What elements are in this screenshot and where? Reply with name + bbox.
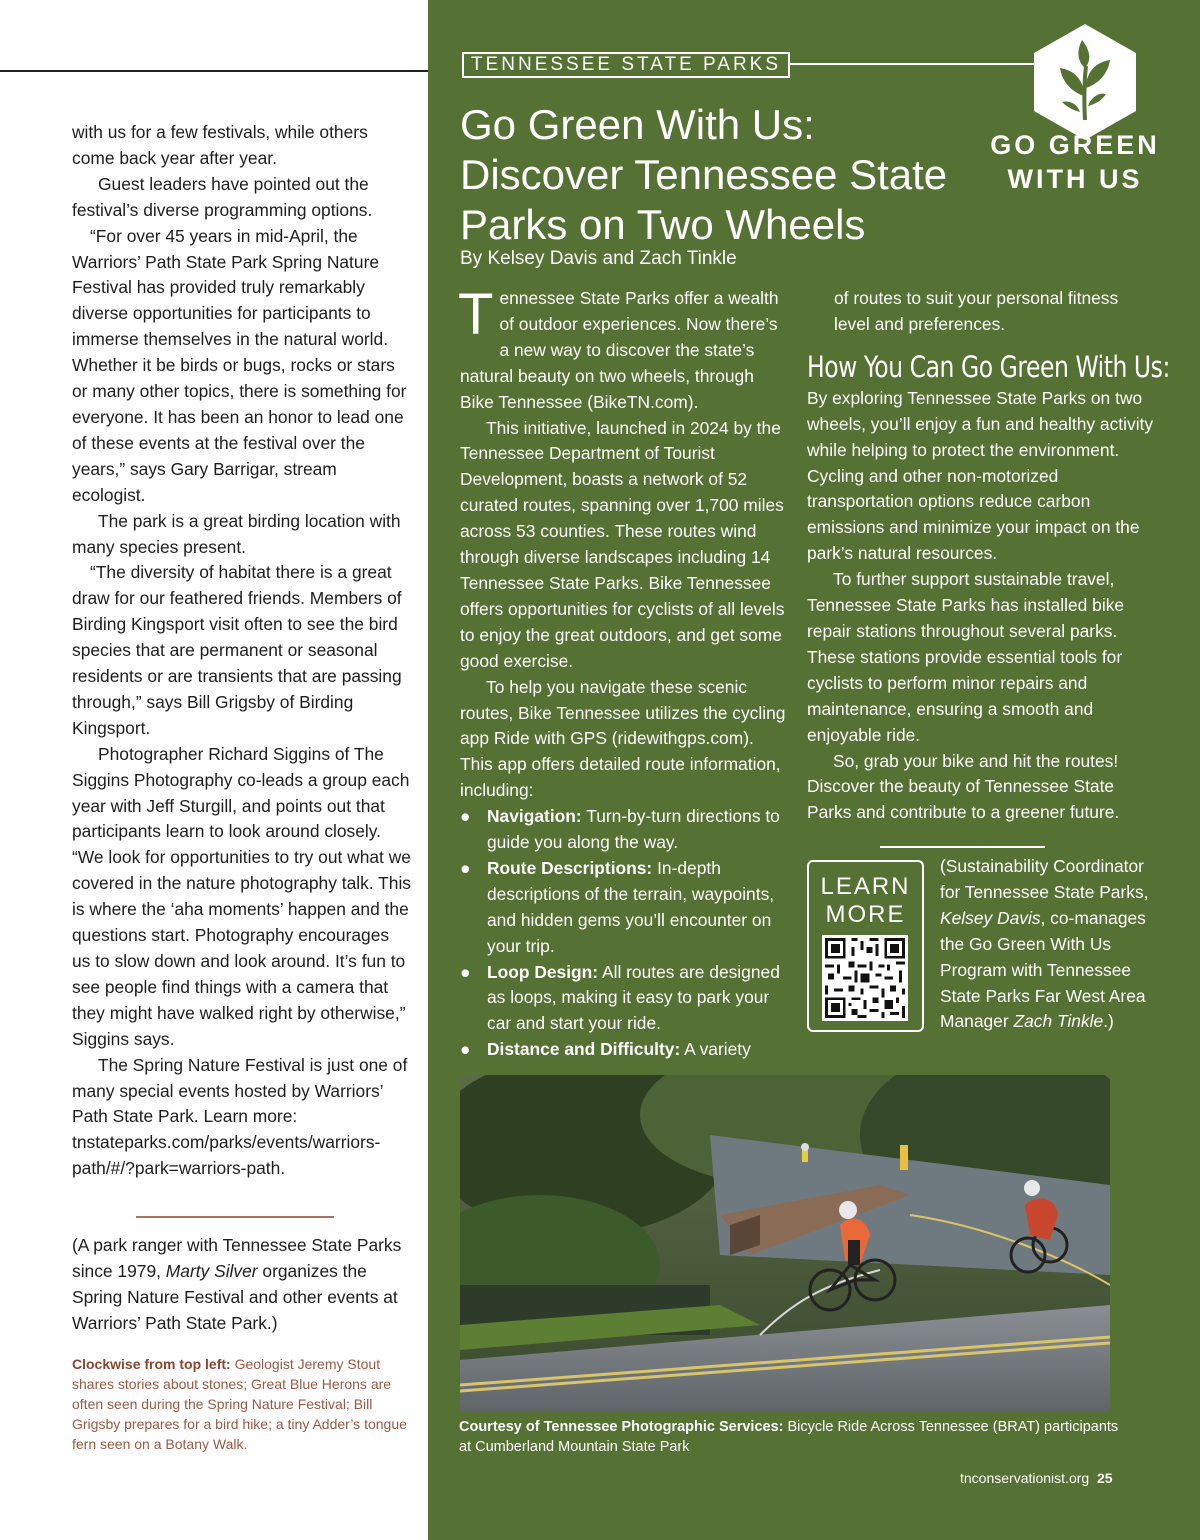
bio-text: (A park ranger with Tennessee State Parks since 1979,: [72, 1235, 402, 1281]
top-rule: [0, 70, 428, 72]
list-item-label: Distance and Difficulty:: [487, 1039, 681, 1060]
caption-lead: Clockwise from top left:: [72, 1356, 231, 1372]
bullet-icon: ●: [460, 806, 471, 827]
left-article-column: [72, 120, 412, 1182]
caption-lead: Courtesy of Tennessee Photographic Services:: [459, 1419, 784, 1435]
left-author-bio: [72, 1233, 412, 1337]
kicker-rule: [790, 63, 1040, 65]
learn-more-line: MORE: [825, 901, 906, 928]
bio-author-name: Zach Tinkle: [1013, 1011, 1104, 1032]
left-paragraph: Photographer Richard Siggins of The Siggins Photography co-leads a group each year with Jeff Sturgill, and points out that participants learn to look around closely. “We look for opportunities to try out what we covered in the nature photography talk. This is where the ‘aha moments’ happen and the questions start. Photography encourages us to slow down and look around. It’s fun to see people find things with a camera that they might have walked right by otherwise,” Siggins says.: [72, 743, 412, 1049]
left-paragraph: “For over 45 years in mid-April, the Warriors’ Path State Park Spring Nature Festival has provided truly remarkably diverse opportunities for participants to immerse themselves in the natural world. Whether it be birds or bugs, rocks or stars or many other topics, there is something for everyone. It has been an honor to lead one of these events at the festival over the years,” says Gary Barrigar, stream ecologist.: [72, 225, 407, 505]
list-item-text: In-depth descriptions of the terrain, waypoints, and hidden gems you’ll encounter on your trip.: [487, 857, 775, 956]
article-headline: Go Green With Us: Discover Tennessee State Parks on Two Wheels: [460, 101, 948, 248]
left-photo-caption: [72, 1354, 407, 1454]
logo-text-line: GO GREEN: [990, 130, 1160, 160]
list-item: [460, 960, 790, 1038]
list-item: [460, 804, 790, 856]
left-paragraph: The park is a great birding location with many species present.: [72, 510, 401, 557]
logo-text-line: WITH US: [1007, 164, 1143, 194]
bio-divider: [880, 846, 1045, 848]
feature-list: [460, 804, 790, 1063]
list-item-continuation: of routes to suit your personal fitness level and preferences.: [834, 288, 1119, 334]
bullet-icon: ●: [460, 961, 471, 982]
article-paragraph: By exploring Tennessee State Parks on two wheels, you’ll enjoy a fun and healthy activity while helping to protect the environment. Cycling and other non-motorized transportation options reduce carbon emissions and minimize your impact on the park’s natural resources.: [807, 387, 1154, 564]
bio-text: , co-manages the Go Green With Us Program with Tennessee State Parks Far West Area Manager: [940, 907, 1146, 1032]
bio-text: organizes the Spring Nature Festival and other events at Warriors’ Path State Park.): [72, 1260, 398, 1333]
page-number: 25: [1096, 1470, 1113, 1486]
list-item-text: All routes are designed as loops, making it easy to park your car and start your ride.: [487, 961, 780, 1034]
list-item-label: Loop Design:: [487, 961, 599, 982]
list-item: [460, 1037, 790, 1063]
caption-text: Bicycle Ride Across Tennessee (BRAT) participants at Cumberland Mountain State Park: [459, 1419, 1119, 1455]
list-item: [460, 856, 790, 960]
footer-site: tnconservationist.org: [960, 1470, 1090, 1486]
bio-text: (Sustainability Coordinator for Tennessee State Parks,: [940, 856, 1149, 902]
list-item-text: Turn-by-turn directions to guide you along the way.: [487, 806, 780, 853]
learn-more-line: LEARN: [820, 873, 911, 900]
left-divider: [136, 1216, 334, 1218]
section-kicker: TENNESSEE STATE PARKS: [462, 52, 790, 78]
bio-author-name: Marty Silver: [165, 1260, 258, 1281]
learn-more-label[interactable]: [807, 873, 924, 929]
cyclists-photo: [460, 1075, 1110, 1412]
bio-text: .): [1103, 1011, 1114, 1032]
qr-code-icon[interactable]: [822, 935, 908, 1021]
list-item-text: A variety: [680, 1039, 751, 1060]
bullet-icon: ●: [460, 857, 471, 878]
article-paragraph: This initiative, launched in 2024 by the Tennessee Department of Tourist Development, boasts a network of 52 curated routes, spanning over 1,700 miles across 53 counties. These routes wind through diverse landscapes including 14 Tennessee State Parks. Bike Tennessee offers opportunities for cyclists of all levels to enjoy the great outdoors, and get some good exercise.: [460, 417, 785, 671]
article-author-bio: [940, 854, 1160, 1035]
intro-paragraph: [458, 282, 790, 416]
article-paragraph: To further support sustainable travel, Tennessee State Parks has installed bike repair stations throughout several parks. These stations provide essential tools for cyclists to perform minor repairs and maintenance, ensuring a smooth and enjoyable ride.: [807, 569, 1125, 745]
left-paragraph: Guest leaders have pointed out the festival’s diverse programming options.: [72, 173, 373, 220]
article-column-1: [458, 282, 790, 1063]
article-column-2: [807, 286, 1170, 826]
intro-text: ennessee State Parks offer a wealth of outdoor experiences. Now there’s a new way to discover the state’s natural beauty on two wheels, through Bike Tennessee (BikeTN.com).: [460, 288, 779, 412]
left-paragraph: with us for a few festivals, while others come back year after year.: [72, 122, 368, 168]
photo-caption: [459, 1417, 1119, 1457]
list-item-label: Route Descriptions:: [487, 857, 653, 878]
article-byline: By Kelsey Davis and Zach Tinkle: [460, 248, 737, 269]
section-subhead: How You Can Go Green With Us:: [807, 349, 1170, 384]
page-footer: [960, 1470, 1113, 1486]
article-paragraph: To help you navigate these scenic routes, Bike Tennessee utilizes the cycling app Ride with GPS (ridewithgps.com). This app offers detailed route information, including:: [460, 676, 786, 801]
list-item-label: Navigation:: [487, 806, 582, 827]
article-paragraph: So, grab your bike and hit the routes! Discover the beauty of Tennessee State Parks and contribute to a greener future.: [807, 750, 1120, 823]
drop-cap: T: [458, 282, 494, 347]
go-green-logo-icon: [1032, 22, 1138, 142]
left-paragraph: “The diversity of habitat there is a great draw for our feathered friends. Members of Birding Kingsport visit often to see the bird species that are permanent or seasonal residents or are transients that are passing through,” says Bill Grigsby of Birding Kingsport.: [72, 562, 402, 738]
go-green-logo-text: [990, 128, 1160, 196]
caption-text: Geologist Jeremy Stout shares stories about stones; Great Blue Herons are often seen during the Spring Nature Festival; Bill Grigsby prepares for a bird hike; a tiny Adder’s tongue fern seen on a Botany Walk.: [72, 1356, 407, 1452]
left-paragraph: The Spring Nature Festival is just one of many special events hosted by Warriors’ Path State Park. Learn more: tnstateparks.com/parks/events/warriors-path/#/?park=warriors-path.: [72, 1054, 408, 1179]
bullet-icon: ●: [460, 1039, 471, 1060]
bio-author-name: Kelsey Davis: [940, 907, 1041, 928]
